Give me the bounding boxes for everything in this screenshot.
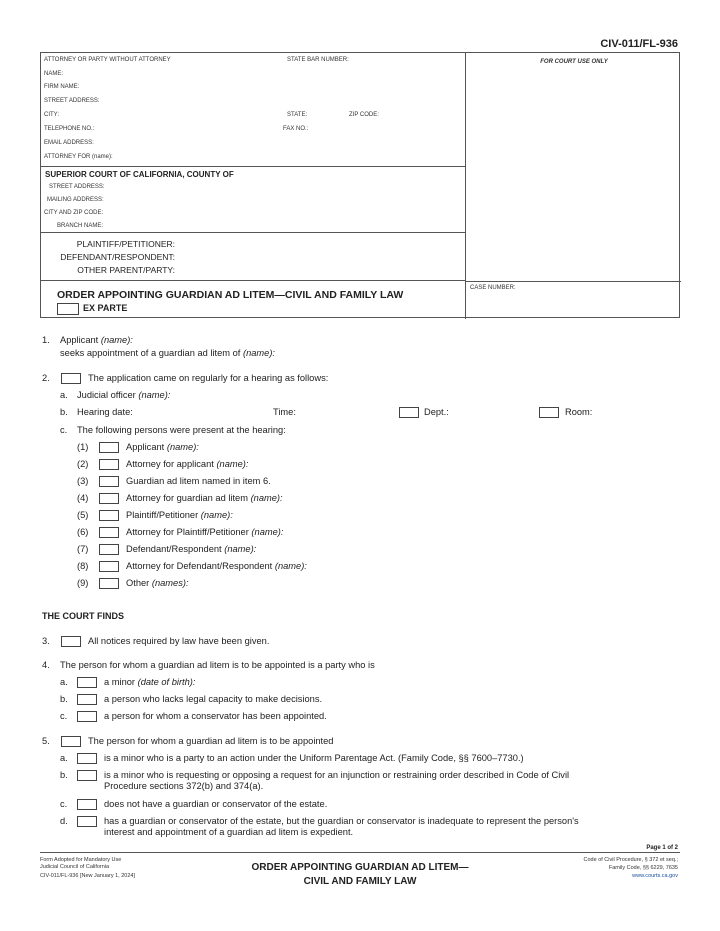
- person-present-checkbox[interactable]: [99, 476, 119, 487]
- item-5c-checkbox[interactable]: [77, 799, 97, 810]
- case-number-field[interactable]: [466, 281, 681, 319]
- phone-label: TELEPHONE NO.:: [44, 126, 95, 132]
- judicial-officer-label: Judicial officer: [77, 390, 136, 400]
- person-present-checkbox[interactable]: [99, 459, 119, 470]
- person-present-number: (7): [77, 544, 89, 554]
- person-present-hint: (name):: [224, 544, 257, 554]
- person-present-label: [126, 459, 248, 470]
- item-4a-checkbox[interactable]: [77, 677, 97, 688]
- item-4b-text: a person who lacks legal capacity to make decisions.: [104, 694, 323, 704]
- person-present-label: [126, 578, 189, 589]
- footer-left-1: Form Adopted for Mandatory Use: [40, 857, 122, 863]
- court-mailing-label: MAILING ADDRESS:: [47, 197, 104, 203]
- footer-title-1: ORDER APPOINTING GUARDIAN AD LITEM—: [251, 862, 469, 873]
- firm-label: FIRM NAME:: [44, 84, 80, 90]
- person-present-hint: (name):: [216, 459, 249, 469]
- person-present-hint: (name):: [274, 561, 307, 571]
- footer-left-2: Judicial Council of California: [40, 864, 110, 870]
- item-2-checkbox[interactable]: [61, 373, 81, 384]
- person-present-hint: (name):: [250, 493, 283, 503]
- order-title-block: [41, 281, 466, 319]
- person-present-hint: (name):: [166, 442, 199, 452]
- item-5a-text: is a minor who is a party to an action under the Uniform Parentage Act. (Family Code, §§ 7600–7730.): [104, 753, 524, 763]
- court-title: SUPERIOR COURT OF CALIFORNIA, COUNTY OF: [45, 170, 234, 179]
- room-checkbox[interactable]: [539, 407, 559, 418]
- item-4-number: 4.: [42, 660, 50, 670]
- dept-label: Dept.:: [424, 407, 449, 417]
- person-present-checkbox[interactable]: [99, 442, 119, 453]
- person-present-label: [126, 561, 307, 572]
- item-1-applicant[interactable]: [60, 335, 133, 346]
- item-5b-letter: b.: [60, 770, 68, 780]
- person-present-text: Attorney for applicant: [126, 459, 214, 469]
- person-present-number: (6): [77, 527, 89, 537]
- person-present-label: [126, 544, 256, 555]
- item-5b-text-1: is a minor who is requesting or opposing a request for an injunction or restraining order described in Code of Civil: [104, 770, 570, 780]
- item-2c-letter: c.: [60, 425, 68, 435]
- time-label: Time:: [273, 407, 296, 417]
- item-2c-text: The following persons were present at the hearing:: [77, 425, 286, 435]
- person-present-checkbox[interactable]: [99, 527, 119, 538]
- other-parent-label: OTHER PARENT/PARTY:: [77, 265, 175, 275]
- item-3-checkbox[interactable]: [61, 636, 81, 647]
- ex-parte-label: EX PARTE: [83, 303, 128, 313]
- item-4c-checkbox[interactable]: [77, 711, 97, 722]
- item-5c-letter: c.: [60, 799, 68, 809]
- person-present-label: [126, 493, 283, 504]
- attorney-block[interactable]: [41, 53, 466, 167]
- person-present-label: [126, 442, 199, 453]
- court-finds-heading: THE COURT FINDS: [42, 611, 124, 621]
- person-present-checkbox[interactable]: [99, 544, 119, 555]
- item-4b-checkbox[interactable]: [77, 694, 97, 705]
- item-5-number: 5.: [42, 736, 50, 746]
- court-street-label: STREET ADDRESS:: [49, 184, 105, 190]
- judicial-officer-field[interactable]: [77, 390, 170, 401]
- item-5b-text-2: Procedure sections 372(b) and 374(a).: [104, 781, 264, 791]
- court-block[interactable]: [41, 167, 466, 233]
- person-present-text: Attorney for Defendant/Respondent: [126, 561, 273, 571]
- item-1-seeks[interactable]: [60, 348, 275, 359]
- item-1-seeks-hint: (name):: [242, 348, 275, 358]
- item-4c-text: a person for whom a conservator has been appointed.: [104, 711, 327, 721]
- person-present-number: (4): [77, 493, 89, 503]
- item-4-text: The person for whom a guardian ad litem is to be appointed is a party who is: [60, 660, 375, 670]
- dept-checkbox[interactable]: [399, 407, 419, 418]
- street-label: STREET ADDRESS:: [44, 98, 100, 104]
- person-present-label: [126, 527, 283, 538]
- footer-right-1: Code of Civil Procedure, § 372 et seq.;: [583, 857, 678, 863]
- person-present-text: Defendant/Respondent: [126, 544, 222, 554]
- plaintiff-label: PLAINTIFF/PETITIONER:: [76, 239, 175, 249]
- court-branch-label: BRANCH NAME:: [57, 223, 104, 229]
- item-2-number: 2.: [42, 373, 50, 383]
- person-present-text: Plaintiff/Petitioner: [126, 510, 199, 520]
- person-present-number: (1): [77, 442, 89, 452]
- item-5a-letter: a.: [60, 753, 68, 763]
- item-1-seeks-label: seeks appointment of a guardian ad litem of: [60, 348, 241, 358]
- person-present-checkbox[interactable]: [99, 561, 119, 572]
- email-label: EMAIL ADDRESS:: [44, 140, 94, 146]
- item-5c-text: does not have a guardian or conservator of the estate.: [104, 799, 328, 809]
- item-5a-checkbox[interactable]: [77, 753, 97, 764]
- item-2-text: The application came on regularly for a hearing as follows:: [88, 373, 329, 383]
- item-5d-checkbox[interactable]: [77, 816, 97, 827]
- zip-label: ZIP CODE:: [349, 112, 379, 118]
- courts-website-link[interactable]: www.courts.ca.gov: [632, 873, 678, 879]
- person-present-checkbox[interactable]: [99, 578, 119, 589]
- footer-divider: [40, 852, 680, 853]
- person-present-number: (8): [77, 561, 89, 571]
- person-present-text: Applicant: [126, 442, 165, 452]
- court-city-label: CITY AND ZIP CODE:: [44, 210, 104, 216]
- person-present-number: (9): [77, 578, 89, 588]
- order-title: ORDER APPOINTING GUARDIAN AD LITEM—CIVIL AND FAMILY LAW: [57, 289, 404, 301]
- item-5-text: The person for whom a guardian ad litem is to be appointed: [88, 736, 334, 746]
- defendant-label: DEFENDANT/RESPONDENT:: [60, 252, 175, 262]
- item-4a-label: a minor: [104, 677, 136, 687]
- item-1-applicant-hint: (name):: [100, 335, 133, 345]
- caption-left: [41, 53, 466, 319]
- item-5-checkbox[interactable]: [61, 736, 81, 747]
- item-5d-text-1: has a guardian or conservator of the estate, but the guardian or conservator is inadequate to represent the person's: [104, 816, 579, 826]
- item-3-number: 3.: [42, 636, 50, 646]
- person-present-number: (3): [77, 476, 89, 486]
- hearing-date-label: Hearing date:: [77, 407, 133, 417]
- item-5b-checkbox[interactable]: [77, 770, 97, 781]
- person-present-label: [126, 476, 271, 487]
- person-present-checkbox[interactable]: [99, 493, 119, 504]
- state-label: STATE:: [287, 112, 308, 118]
- item-4a-text: [104, 677, 195, 688]
- atty-label: ATTORNEY OR PARTY WITHOUT ATTORNEY: [44, 57, 171, 63]
- item-1-applicant-label: Applicant: [60, 335, 99, 345]
- room-label: Room:: [565, 407, 593, 417]
- item-5d-letter: d.: [60, 816, 68, 826]
- item-5d-text-2: interest and appointment of a guardian ad litem is expedient.: [104, 827, 354, 837]
- footer-title-2: CIVIL AND FAMILY LAW: [303, 876, 417, 887]
- atty-for-label: ATTORNEY FOR (name):: [44, 154, 113, 160]
- item-2b-letter: b.: [60, 407, 68, 417]
- caption-header: [40, 52, 680, 318]
- court-use-label: FOR COURT USE ONLY: [540, 59, 608, 65]
- person-present-text: Attorney for guardian ad litem: [126, 493, 248, 503]
- person-present-label: [126, 510, 233, 521]
- city-label: CITY:: [44, 112, 60, 118]
- footer-left-3: CIV-011/FL-936 [New January 1, 2024]: [40, 873, 135, 879]
- fax-label: FAX NO.:: [283, 126, 309, 132]
- person-present-hint: (name):: [200, 510, 233, 520]
- parties-block[interactable]: [41, 233, 466, 281]
- person-present-number: (2): [77, 459, 89, 469]
- form-number: CIV-011/FL-936: [600, 38, 678, 50]
- item-4b-letter: b.: [60, 694, 68, 704]
- person-present-text: Attorney for Plaintiff/Petitioner: [126, 527, 249, 537]
- ex-parte-checkbox[interactable]: [57, 303, 79, 315]
- item-4c-letter: c.: [60, 711, 68, 721]
- name-label: NAME:: [44, 71, 64, 77]
- item-1-number: 1.: [42, 335, 50, 345]
- case-number-label: CASE NUMBER:: [470, 285, 516, 291]
- item-3-text: All notices required by law have been given.: [88, 636, 270, 646]
- item-4a-letter: a.: [60, 677, 68, 687]
- person-present-text: Other: [126, 578, 150, 588]
- person-present-text: Guardian ad litem named in item 6.: [126, 476, 271, 486]
- bar-number-label: STATE BAR NUMBER:: [287, 57, 349, 63]
- page-indicator: Page 1 of 2: [646, 845, 678, 851]
- judicial-officer-hint: (name):: [138, 390, 171, 400]
- person-present-number: (5): [77, 510, 89, 520]
- person-present-checkbox[interactable]: [99, 510, 119, 521]
- person-present-hint: (names):: [151, 578, 189, 588]
- footer-right-2: Family Code, §§ 6229, 7635: [608, 865, 678, 871]
- item-4a-hint: (date of birth):: [137, 677, 196, 687]
- person-present-hint: (name):: [251, 527, 284, 537]
- item-2a-letter: a.: [60, 390, 68, 400]
